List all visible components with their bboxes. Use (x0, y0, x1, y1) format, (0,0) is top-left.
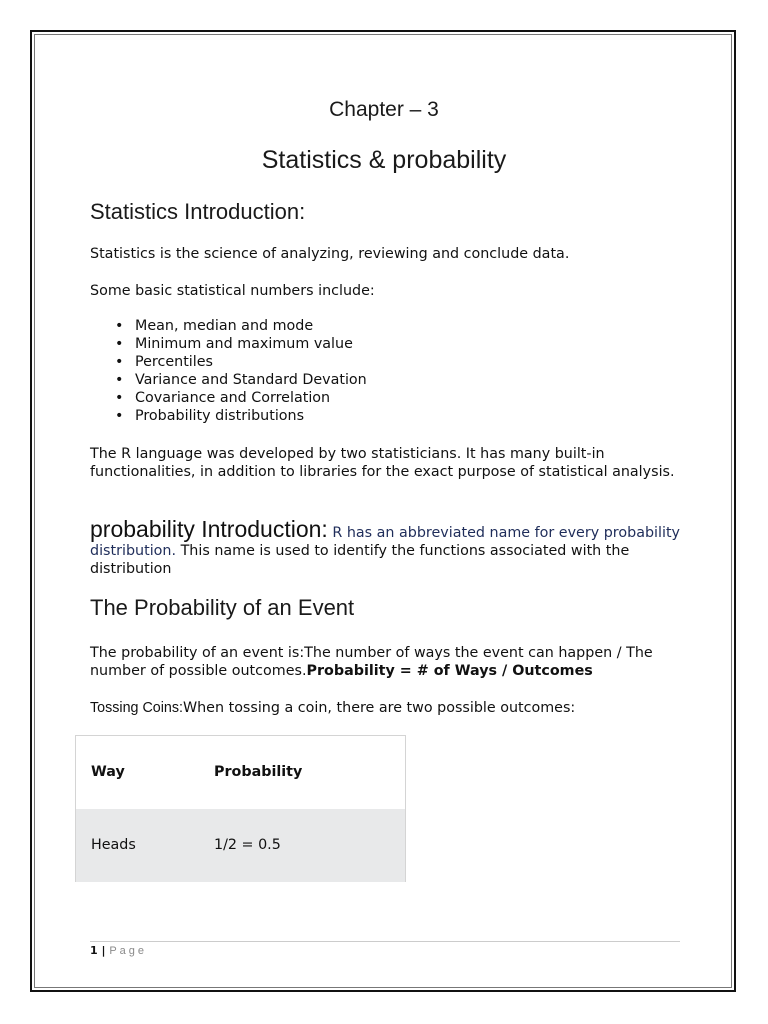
probability-intro-lead: R has an abbreviated name for every probability distribution. (90, 525, 681, 559)
page-footer (90, 944, 147, 957)
tossing-coins-text: When tossing a coin, there are two possible outcomes: (182, 700, 576, 716)
table-header-cell: Probability (214, 764, 303, 780)
basic-numbers-paragraph: Some basic statistical numbers include: (90, 283, 375, 299)
list-item: • Mean, median and mode (135, 317, 367, 335)
table-cell: Heads (91, 837, 136, 853)
list-item: • Percentiles (135, 353, 367, 371)
footer-divider (90, 941, 680, 942)
probability-formula: Probability = # of Ways / Outcomes (306, 663, 593, 679)
table-header-row (76, 736, 405, 810)
page-number: 1 (90, 944, 98, 957)
tossing-coins-paragraph (90, 699, 680, 717)
list-item: • Probability distributions (135, 407, 367, 425)
probability-intro-paragraph (90, 516, 681, 578)
probability-table (75, 735, 406, 882)
r-language-paragraph: The R language was developed by two statisticians. It has many built-in functionalities, in addition to libraries for the exact purpose of statistical analysis. (90, 446, 675, 480)
probability-event-paragraph (90, 644, 680, 680)
table-row (76, 809, 405, 882)
table-cell: 1/2 = 0.5 (214, 837, 281, 853)
chapter-label: Chapter – 3 (329, 98, 439, 121)
statistics-bullet-list (90, 317, 367, 425)
page-label: Page (109, 945, 148, 957)
list-item: • Minimum and maximum value (135, 335, 367, 353)
table-header-cell: Way (91, 764, 125, 780)
probability-event-text: The probability of an event is:The number of ways the event can happen / The number of possible outcomes. (90, 645, 653, 679)
probability-intro-colon: : (321, 516, 328, 542)
list-item: • Covariance and Correlation (135, 389, 367, 407)
tossing-coins-label: Tossing Coins: (90, 700, 183, 716)
statistics-definition-paragraph: Statistics is the science of analyzing, reviewing and conclude data. (90, 246, 570, 262)
document-title: Statistics & probability (261, 146, 507, 174)
list-item: • Variance and Standard Devation (135, 371, 367, 389)
statistics-intro-heading: Statistics Introduction: (90, 199, 306, 224)
probability-event-heading: The Probability of an Event (90, 595, 355, 620)
footer-separator: | (97, 944, 110, 957)
probability-intro-rest: This name is used to identify the functions associated with the distribution (90, 543, 630, 577)
probability-intro-heading: probability Introduction (90, 516, 322, 542)
